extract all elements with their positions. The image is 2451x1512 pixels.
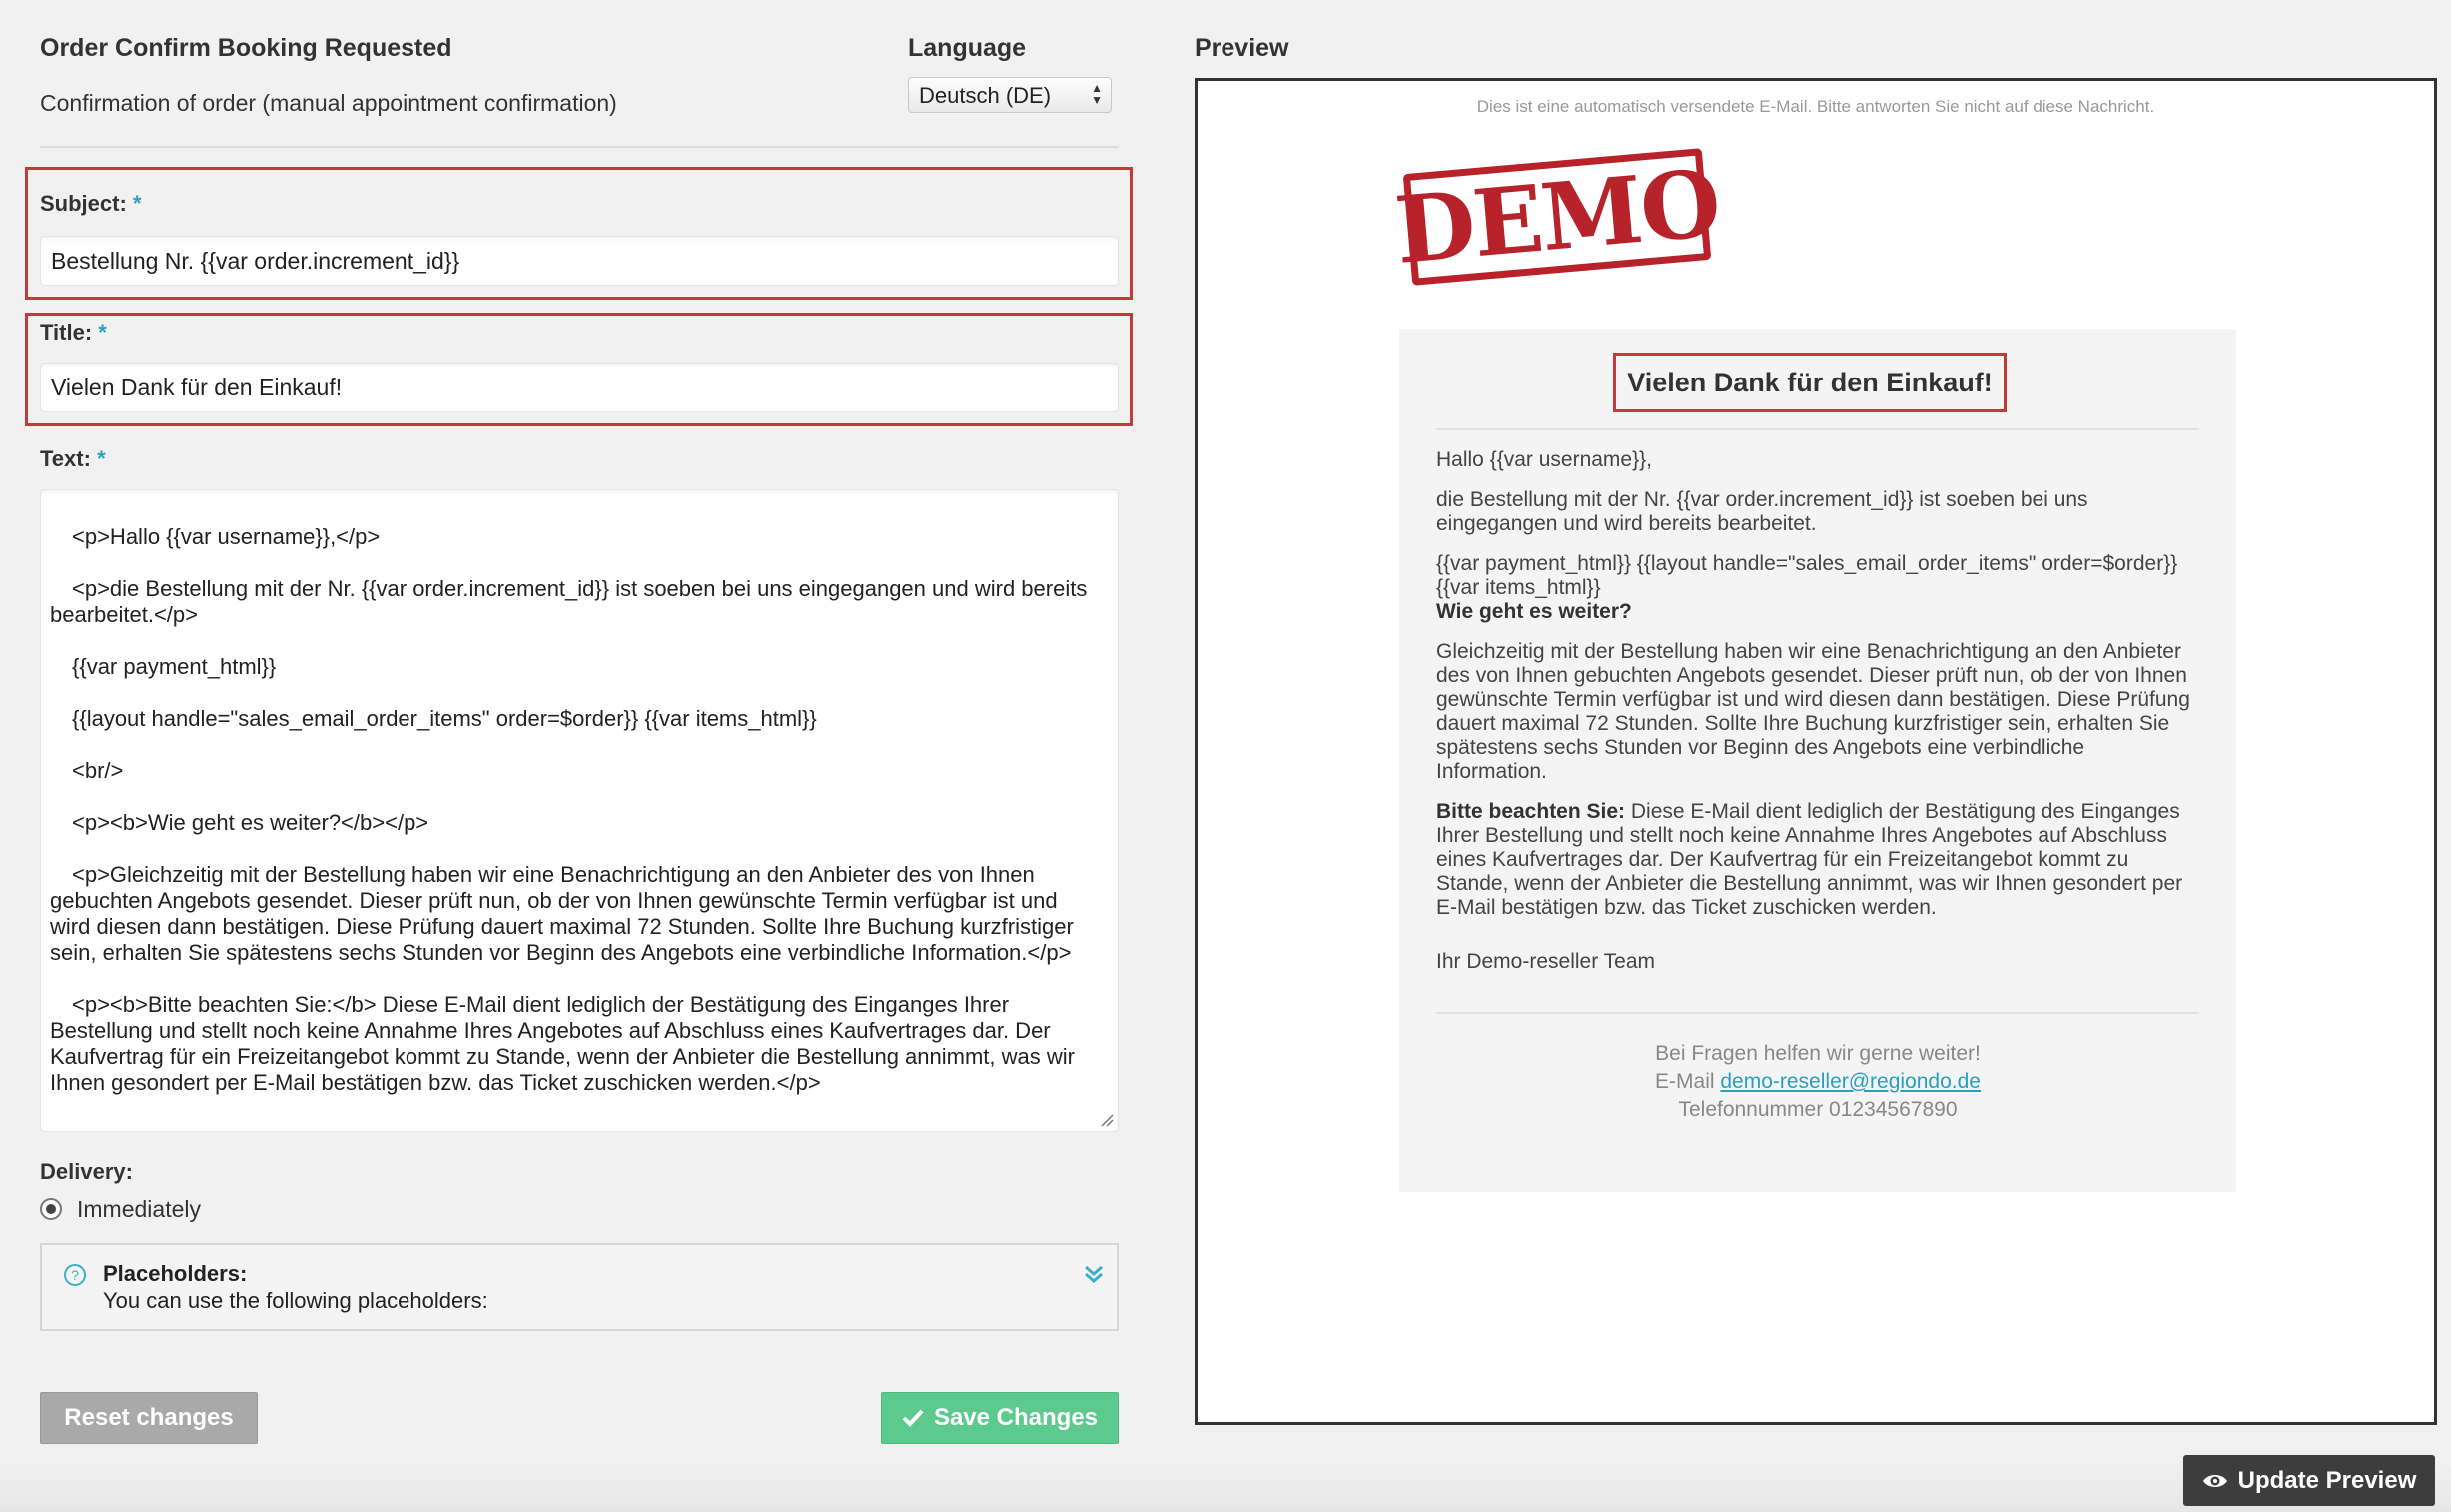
title-input-value: Vielen Dank für den Einkauf! xyxy=(51,374,343,400)
mail-divider-top xyxy=(1436,428,2199,430)
text-line: wird diesen dann bestätigen. Diese Prüfung dauert maximal 72 Stunden. Sollte Ihre Buchung kurzfristiger xyxy=(50,914,1074,939)
radio-icon[interactable] xyxy=(40,1198,62,1220)
text-line: <p><b>Wie geht es weiter?</b></p> xyxy=(72,810,429,835)
subject-input-value: Bestellung Nr. {{var order.increment_id}} xyxy=(51,247,460,274)
text-line: <p><b>Bitte beachten Sie:</b> Diese E-Mail dient lediglich der Bestätigung des Einganges Ihrer xyxy=(72,992,1010,1017)
mail-placeholders-line: {{var payment_html}} {{layout handle="sales_email_order_items" order=$order}} xyxy=(1436,552,2178,575)
form-description: Confirmation of order (manual appointment confirmation) xyxy=(40,90,617,116)
mail-paragraph: die Bestellung mit der Nr. {{var order.increment_id}} ist soeben bei uns eingegangen und wird bereits bearbeitet. xyxy=(1436,488,2088,535)
reset-changes-button[interactable]: Reset changes xyxy=(40,1392,258,1444)
language-select[interactable] xyxy=(908,77,1112,113)
text-line: {{var payment_html}} xyxy=(72,654,277,679)
mail-greeting: Hallo {{var username}}, xyxy=(1436,448,1652,471)
text-line: Kaufvertrag für ein Freizeitangebot kommt zu Stande, wenn der Anbieter die Bestellung annimmt, was wir xyxy=(50,1044,1075,1069)
text-editor[interactable] xyxy=(40,489,1119,1132)
resize-handle-icon[interactable] xyxy=(1100,1113,1114,1127)
mail-title: Vielen Dank für den Einkauf! xyxy=(1613,353,2007,412)
text-line: gebuchten Angebots gesendet. Dieser prüft nun, ob der von Ihnen gewünschte Termin verfügbar ist und xyxy=(50,888,1058,913)
text-line: <br/> xyxy=(72,758,124,783)
delivery-label: Delivery: xyxy=(40,1159,133,1184)
mail-footer: Bei Fragen helfen wir gerne weiter! E-Mail demo-reseller@regiondo.de Telefonnummer 01234567890 xyxy=(1399,1040,2236,1124)
subject-label: Subject: * xyxy=(40,191,142,216)
title-label: Title: * xyxy=(40,320,107,345)
mail-note: Bitte beachten Sie: Diese E-Mail dient lediglich der Bestätigung des Einganges Ihrer Bestellung und stellt noch keine Annahme Ihres Angebotes auf Abschluss eines Kaufvertrages dar. Der Kaufvertrag für ein Freizeitangebot kommt zu Stande, wenn der Anbieter die Bestellung annimmt, was wir Ihnen gesondert per E-Mail bestätigen bzw. das Ticket zuschicken werden. xyxy=(1436,800,2183,919)
text-line: sein, erhalten Sie spätestens sechs Stunden vor Beginn des Angebots eine verbindliche Information.</p> xyxy=(50,940,1072,965)
help-circle-icon xyxy=(63,1263,87,1287)
svg-text:?: ? xyxy=(71,1267,79,1283)
preview-frame xyxy=(1195,78,2437,1425)
save-changes-label: Save Changes xyxy=(933,1404,1099,1431)
form-heading: Order Confirm Booking Requested xyxy=(40,34,452,62)
placeholders-text: You can use the following placeholders: xyxy=(103,1288,488,1313)
mail-card xyxy=(1399,329,2236,1192)
auto-note: Dies ist eine automatisch versendete E-Mail. Bitte antworten Sie nicht auf diese Nachricht. xyxy=(1476,97,2155,116)
bottom-strip xyxy=(0,1461,2451,1512)
text-line: <p>Gleichzeitig mit der Bestellung haben wir eine Benachrichtigung an den Anbieter des von Ihnen xyxy=(72,862,1035,887)
sort-arrows-icon: ▲ ▼ xyxy=(1091,81,1103,107)
text-label: Text: * xyxy=(40,446,106,471)
update-preview-button[interactable] xyxy=(2183,1455,2435,1506)
mail-divider-bottom xyxy=(1436,1012,2199,1014)
chevron-double-down-icon[interactable] xyxy=(1083,1263,1105,1285)
text-line: Ihnen gesondert per E-Mail bestätigen bzw. das Ticket zuschicken werden.</p> xyxy=(50,1070,821,1095)
text-line: {{layout handle="sales_email_order_items" order=$order}} {{var items_html}} xyxy=(72,706,817,731)
footer-help: Bei Fragen helfen wir gerne weiter! xyxy=(1655,1042,1981,1065)
title-input[interactable] xyxy=(40,363,1119,412)
check-icon xyxy=(902,1409,924,1427)
delivery-option-label[interactable]: Immediately xyxy=(77,1196,201,1222)
mail-signature: Ihr Demo-reseller Team xyxy=(1436,950,1656,973)
mail-paragraph: Gleichzeitig mit der Bestellung haben wir eine Benachrichtigung an den Anbieter des von Ihnen gebuchten Angebots gesendet. Dieser prüft nun, ob der von Ihnen gewünschte Termin verfügbar ist und wird diesen dann bestätigen. Diese Prüfung dauert maximal 72 Stunden. Sollte Ihre Buchung kurzfristiger sein, erhalten Sie spätestens sechs Stunden vor Beginn des Angebots eine verbindliche Information. xyxy=(1436,640,2190,783)
placeholders-title: Placeholders: xyxy=(103,1261,248,1286)
mail-next-heading: Wie geht es weiter? xyxy=(1436,600,1632,623)
update-preview-label: Update Preview xyxy=(2237,1466,2417,1494)
text-line: bearbeitet.</p> xyxy=(50,602,199,627)
language-label: Language xyxy=(908,34,1027,62)
text-line: <p>die Bestellung mit der Nr. {{var order.increment_id}} ist soeben bei uns eingegangen und wird bereits xyxy=(72,576,1088,601)
mail-placeholders-line: {{var items_html}} xyxy=(1436,576,1601,599)
text-line: <p>Hallo {{var username}},</p> xyxy=(72,524,381,549)
placeholders-panel[interactable] xyxy=(40,1243,1119,1331)
footer-phone: Telefonnummer 01234567890 xyxy=(1678,1098,1958,1121)
language-select-value: Deutsch (DE) xyxy=(919,83,1052,108)
subject-input[interactable] xyxy=(40,236,1119,286)
demo-stamp: DEMO xyxy=(1390,149,1724,285)
footer-email-link[interactable]: demo-reseller@regiondo.de xyxy=(1720,1070,1981,1093)
save-changes-button[interactable] xyxy=(881,1392,1119,1444)
text-line: Bestellung und stellt noch keine Annahme Ihres Angebotes auf Abschluss eines Kaufvertrages dar. Der xyxy=(50,1018,1051,1043)
mail-body xyxy=(1436,448,2195,990)
eye-icon xyxy=(2202,1472,2228,1490)
preview-label: Preview xyxy=(1195,34,1289,62)
header-divider xyxy=(40,146,1119,148)
